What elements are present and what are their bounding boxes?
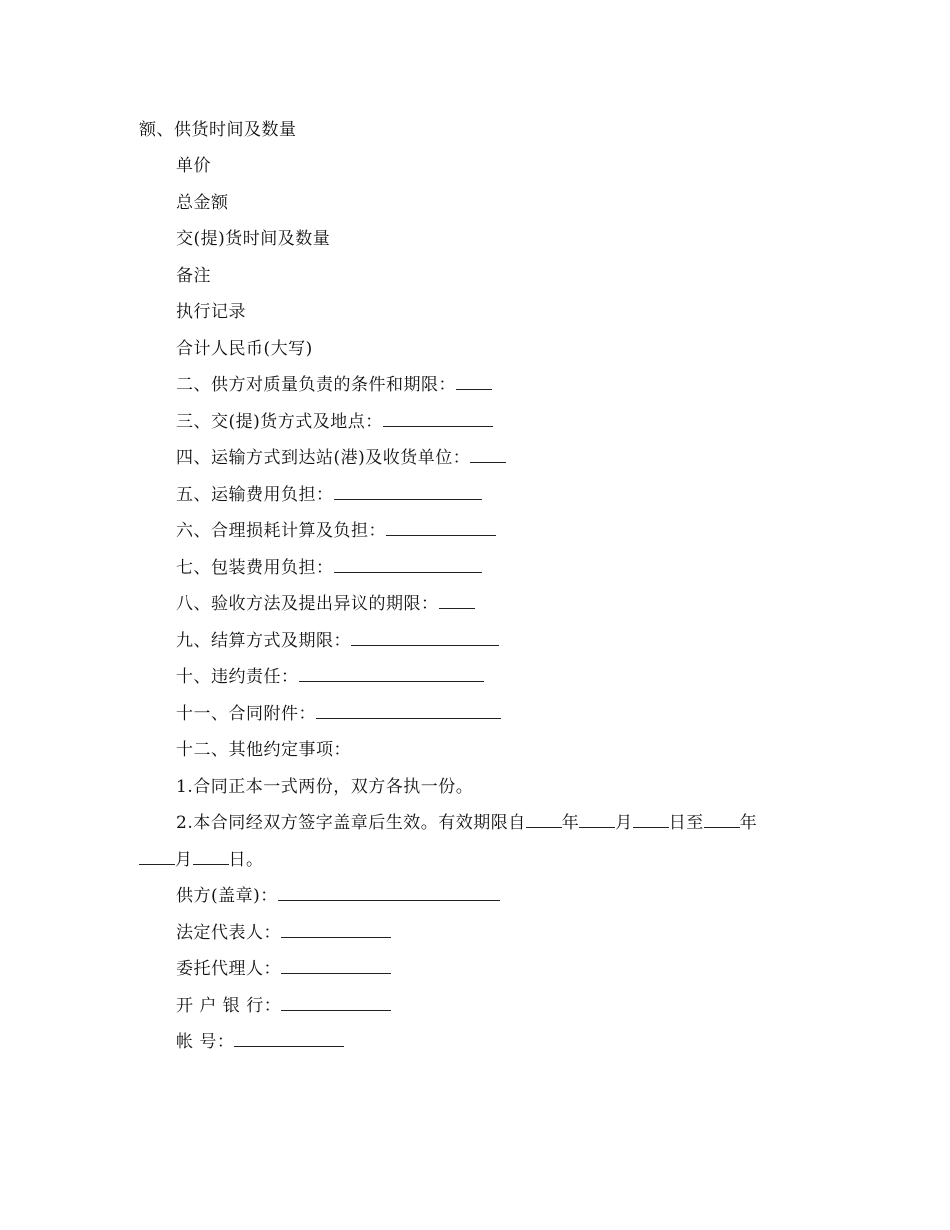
clause-liability <box>176 666 484 688</box>
clause-label: 六、合理损耗计算及负担： <box>176 521 386 541</box>
account-field <box>176 1031 344 1053</box>
fill-blank[interactable] <box>334 557 482 573</box>
text-line <box>176 776 473 798</box>
clause-transport <box>176 447 506 469</box>
fill-blank[interactable] <box>383 411 493 427</box>
signature-legal-rep <box>176 922 391 944</box>
signature-label: 供方(盖章)： <box>176 886 278 906</box>
clause-label: 九、结算方式及期限： <box>176 631 351 651</box>
year-blank[interactable] <box>526 812 562 828</box>
fill-blank[interactable] <box>278 885 500 901</box>
day-label: 日。 <box>228 850 264 870</box>
fill-blank[interactable] <box>386 520 496 536</box>
text-line <box>176 265 211 287</box>
month-label: 月 <box>615 813 633 833</box>
fill-blank[interactable] <box>281 922 391 938</box>
line-text: 总金额 <box>176 193 229 213</box>
clause-transport-cost <box>176 484 482 506</box>
line-text: 备注 <box>176 266 211 286</box>
fill-blank[interactable] <box>351 630 499 646</box>
clause-inspection <box>176 593 475 615</box>
clause-delivery <box>176 411 493 433</box>
clause-loss <box>176 520 496 542</box>
text-line <box>139 119 297 141</box>
clause-label: 五、运输费用负担： <box>176 485 334 505</box>
day-blank[interactable] <box>633 812 669 828</box>
text-line <box>176 192 229 214</box>
fill-blank[interactable] <box>299 666 484 682</box>
signature-label: 委托代理人： <box>176 959 281 979</box>
clause-label: 三、交(提)货方式及地点： <box>176 412 383 432</box>
day-to-label: 日至 <box>668 813 704 833</box>
clause-label: 八、验收方法及提出异议的期限： <box>176 594 439 614</box>
text-line <box>176 301 246 323</box>
text-line <box>176 155 211 177</box>
clause-label: 十一、合同附件： <box>176 704 316 724</box>
text-line <box>176 338 313 360</box>
fill-blank[interactable] <box>470 447 506 463</box>
clause-label: 七、包装费用负担： <box>176 558 334 578</box>
clause-attachments <box>176 703 501 725</box>
validity-line <box>176 812 757 834</box>
clause-label: 四、运输方式到达站(港)及收货单位： <box>176 448 471 468</box>
signature-agent <box>176 958 391 980</box>
fill-blank[interactable] <box>316 703 501 719</box>
fill-blank[interactable] <box>234 1031 344 1047</box>
month-blank[interactable] <box>139 849 175 865</box>
year-label: 年 <box>561 813 580 833</box>
day-blank[interactable] <box>193 849 229 865</box>
signature-label: 开 户 银 行： <box>176 996 282 1016</box>
signature-label: 帐 号： <box>176 1032 235 1052</box>
line-text: 交(提)货时间及数量 <box>176 229 331 249</box>
year-blank[interactable] <box>704 812 740 828</box>
clause-settlement <box>176 630 499 652</box>
validity-line-cont <box>139 849 264 871</box>
fill-blank[interactable] <box>281 958 391 974</box>
clause-packaging <box>176 557 482 579</box>
text-line <box>176 739 351 761</box>
validity-text: 2.本合同经双方签字盖章后生效。有效期限自 <box>176 813 526 833</box>
bank-field <box>176 995 391 1017</box>
signature-supplier <box>176 885 500 907</box>
text-line <box>176 228 330 250</box>
year-label: 年 <box>739 813 758 833</box>
fill-blank[interactable] <box>334 484 482 500</box>
line-text: 单价 <box>176 156 211 176</box>
signature-label: 法定代表人： <box>176 923 281 943</box>
line-text: 额、供货时间及数量 <box>139 120 297 140</box>
fill-blank[interactable] <box>456 374 492 390</box>
line-text: 1.合同正本一式两份，双方各执一份。 <box>176 777 474 797</box>
month-blank[interactable] <box>579 812 615 828</box>
fill-blank[interactable] <box>281 995 391 1011</box>
fill-blank[interactable] <box>439 593 475 609</box>
clause-label: 十、违约责任： <box>176 667 299 687</box>
clause-quality <box>176 374 492 396</box>
line-text: 合计人民币(大写) <box>176 339 313 359</box>
month-label: 月 <box>175 850 193 870</box>
line-text: 十二、其他约定事项： <box>176 740 351 760</box>
line-text: 执行记录 <box>176 302 246 322</box>
clause-label: 二、供方对质量负责的条件和期限： <box>176 375 456 395</box>
